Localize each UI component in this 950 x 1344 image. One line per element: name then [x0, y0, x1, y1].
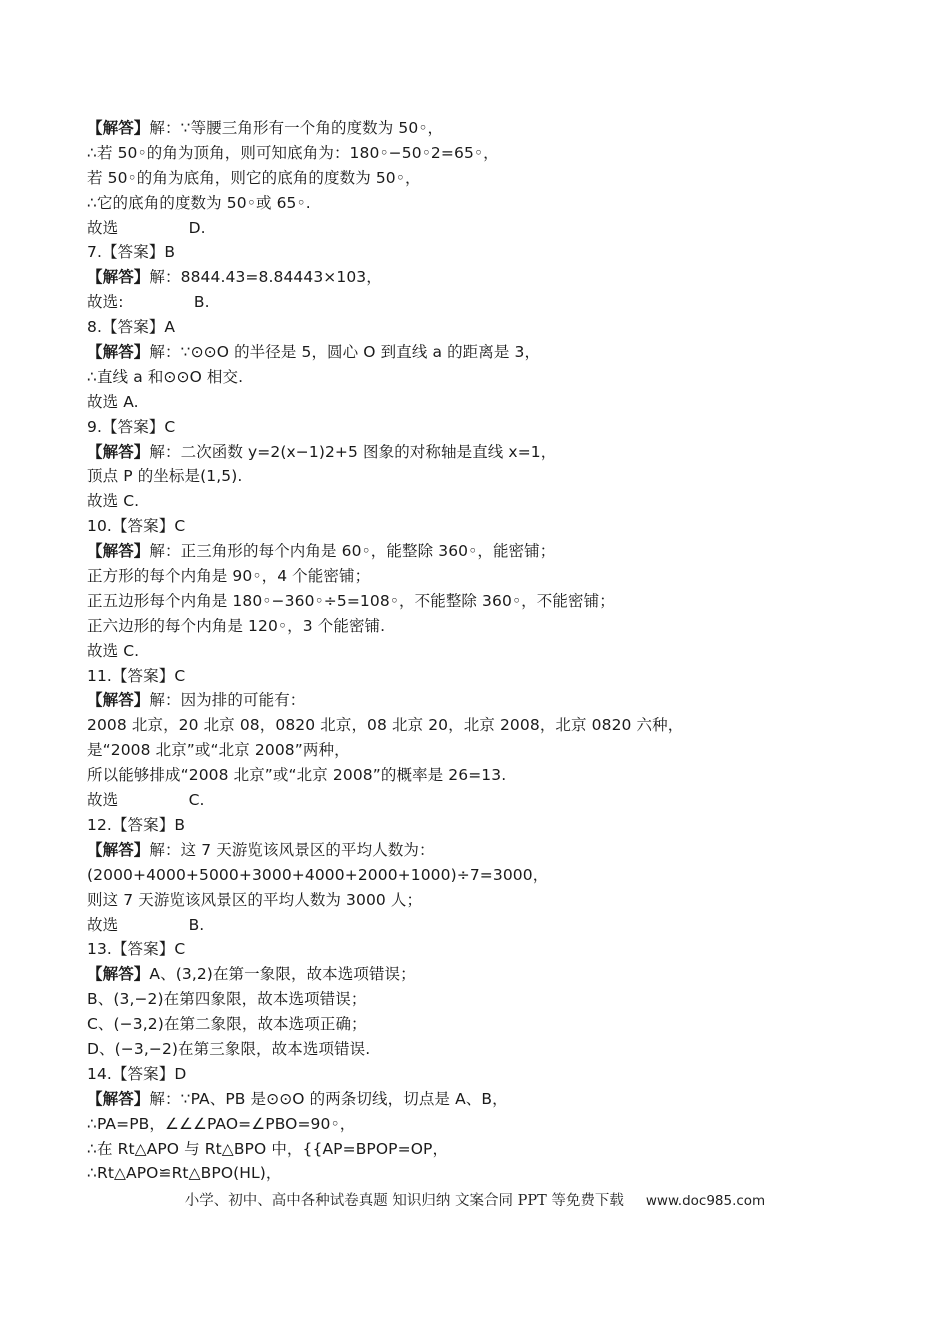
- text-line: [87, 290, 887, 315]
- line-text: 正六边形的每个内角是 120◦，3 个能密铺.: [87, 616, 386, 635]
- answer-tag: 【解答】: [87, 965, 150, 984]
- line-text: 故选 A.: [87, 392, 139, 411]
- text-line: [87, 664, 887, 689]
- text-line: [87, 863, 887, 888]
- text-line: [87, 440, 887, 465]
- text-line: [87, 1087, 887, 1112]
- line-text: ∴直线 a 和⊙⊙O 相交.: [87, 367, 244, 386]
- text-line: [87, 763, 887, 788]
- answer-tag: 【解答】: [87, 840, 150, 859]
- text-line: [87, 216, 887, 241]
- answer-tag: 【解答】: [87, 442, 150, 461]
- text-line: [87, 589, 887, 614]
- text-line: [87, 614, 887, 639]
- text-line: [87, 738, 887, 763]
- text-line: [87, 166, 887, 191]
- line-text: 解：∵⊙⊙O 的半径是 5，圆心 O 到直线 a 的距离是 3，: [149, 343, 541, 362]
- text-line: [87, 1112, 887, 1137]
- answer-tag: 【解答】: [87, 542, 150, 561]
- line-text: A、(3,2)在第一象限，故本选项错误；: [149, 965, 416, 984]
- text-line: [87, 464, 887, 489]
- text-line: [87, 913, 887, 938]
- line-text: ∴PA=PB，∠∠∠PAO=∠PBO=90◦，: [87, 1114, 356, 1133]
- line-text: 解：二次函数 y=2(x−1)2+5 图象的对称轴是直线 x=1，: [149, 442, 557, 461]
- line-text: 若 50◦的角为底角，则它的底角的度数为 50◦，: [87, 168, 421, 187]
- line-text: 顶点 P 的坐标是(1,5).: [87, 467, 243, 486]
- line-text: 12.【答案】B: [87, 815, 186, 834]
- text-line: [87, 688, 887, 713]
- text-line: [87, 639, 887, 664]
- line-text: 解：8844.43=8.84443×103，: [149, 268, 382, 287]
- text-line: [87, 116, 887, 141]
- text-line: [87, 1161, 887, 1186]
- line-text: 9.【答案】C: [87, 417, 176, 436]
- line-text: ∴Rt△APO≌Rt△BPO(HL)，: [87, 1164, 282, 1183]
- text-line: [87, 564, 887, 589]
- text-line: [87, 1062, 887, 1087]
- text-line: [87, 1037, 887, 1062]
- text-line: [87, 813, 887, 838]
- text-line: [87, 539, 887, 564]
- line-text: 所以能够排成“2008 北京”或“北京 2008”的概率是 26=13.: [87, 766, 507, 785]
- answer-tag: 【解答】: [87, 343, 150, 362]
- line-text: 故选 C.: [87, 791, 205, 810]
- line-text: 13.【答案】C: [87, 940, 186, 959]
- text-line: [87, 713, 887, 738]
- line-text: 2008 北京，20 北京 08，0820 北京，08 北京 20，北京 2008，北京 0820 六种，: [87, 716, 684, 735]
- text-line: [87, 191, 887, 216]
- text-line: [87, 240, 887, 265]
- text-line: [87, 315, 887, 340]
- line-text: 则这 7 天游览该风景区的平均人数为 3000 人；: [87, 890, 423, 909]
- line-text: 故选 B.: [87, 915, 205, 934]
- line-text: C、(−3,2)在第二象限，故本选项正确；: [87, 1015, 367, 1034]
- line-text: 故选: B.: [87, 293, 210, 312]
- text-line: [87, 962, 887, 987]
- line-text: 是“2008 北京”或“北京 2008”两种，: [87, 741, 350, 760]
- line-text: 解：因为排的可能有：: [149, 691, 306, 710]
- text-line: [87, 141, 887, 166]
- line-text: 8.【答案】A: [87, 318, 176, 337]
- text-line: [87, 265, 887, 290]
- line-text: 解：∵等腰三角形有一个角的度数为 50◦，: [149, 119, 444, 137]
- line-text: 解：正三角形的每个内角是 60◦，能整除 360◦，能密铺；: [149, 542, 556, 561]
- line-text: 故选 C.: [87, 492, 140, 511]
- text-line: [87, 1137, 887, 1162]
- answer-tag: 【解答】: [87, 691, 150, 710]
- text-line: [87, 489, 887, 514]
- answer-tag: 【解答】: [87, 268, 150, 287]
- page-footer: [0, 1189, 950, 1210]
- line-text: 故选 C.: [87, 641, 140, 660]
- line-text: 解：这 7 天游览该风景区的平均人数为：: [149, 840, 435, 859]
- line-text: ∴若 50◦的角为顶角，则可知底角为：180◦−50◦2=65◦，: [87, 143, 499, 162]
- line-text: B、(3,−2)在第四象限，故本选项错误；: [87, 990, 367, 1009]
- text-line: [87, 987, 887, 1012]
- text-line: [87, 365, 887, 390]
- line-text: 14.【答案】D: [87, 1064, 187, 1083]
- answer-content: [87, 116, 887, 1186]
- text-line: [87, 838, 887, 863]
- text-line: [87, 390, 887, 415]
- line-text: 解：∵PA、PB 是⊙⊙O 的两条切线，切点是 A、B，: [149, 1089, 508, 1108]
- line-text: 正五边形每个内角是 180◦−360◦÷5=108◦，不能整除 360◦，不能密铺；: [87, 591, 615, 610]
- line-text: 正方形的每个内角是 90◦，4 个能密铺；: [87, 567, 371, 586]
- line-text: ∴在 Rt△APO 与 Rt△BPO 中，{{AP=BPOP=OP，: [87, 1139, 449, 1158]
- line-text: 10.【答案】C: [87, 517, 186, 536]
- answer-tag: 【解答】: [87, 119, 150, 137]
- line-text: ∴它的底角的度数为 50◦或 65◦.: [87, 193, 311, 212]
- text-line: [87, 514, 887, 539]
- text-line: [87, 340, 887, 365]
- text-line: [87, 1012, 887, 1037]
- text-line: [87, 937, 887, 962]
- text-line: [87, 788, 887, 813]
- line-text: 故选 D.: [87, 218, 206, 237]
- line-text: 7.【答案】B: [87, 243, 176, 262]
- footer-text: 小学、初中、高中各种试卷真题 知识归纳 文案合同 PPT 等免费下载: [184, 1193, 624, 1209]
- text-line: [87, 415, 887, 440]
- footer-website: www.doc985.com: [645, 1193, 766, 1209]
- line-text: (2000+4000+5000+3000+4000+2000+1000)÷7=3000，: [87, 865, 549, 884]
- line-text: 11.【答案】C: [87, 666, 186, 685]
- line-text: D、(−3,−2)在第三象限，故本选项错误.: [87, 1039, 371, 1058]
- text-line: [87, 888, 887, 913]
- answer-tag: 【解答】: [87, 1089, 150, 1108]
